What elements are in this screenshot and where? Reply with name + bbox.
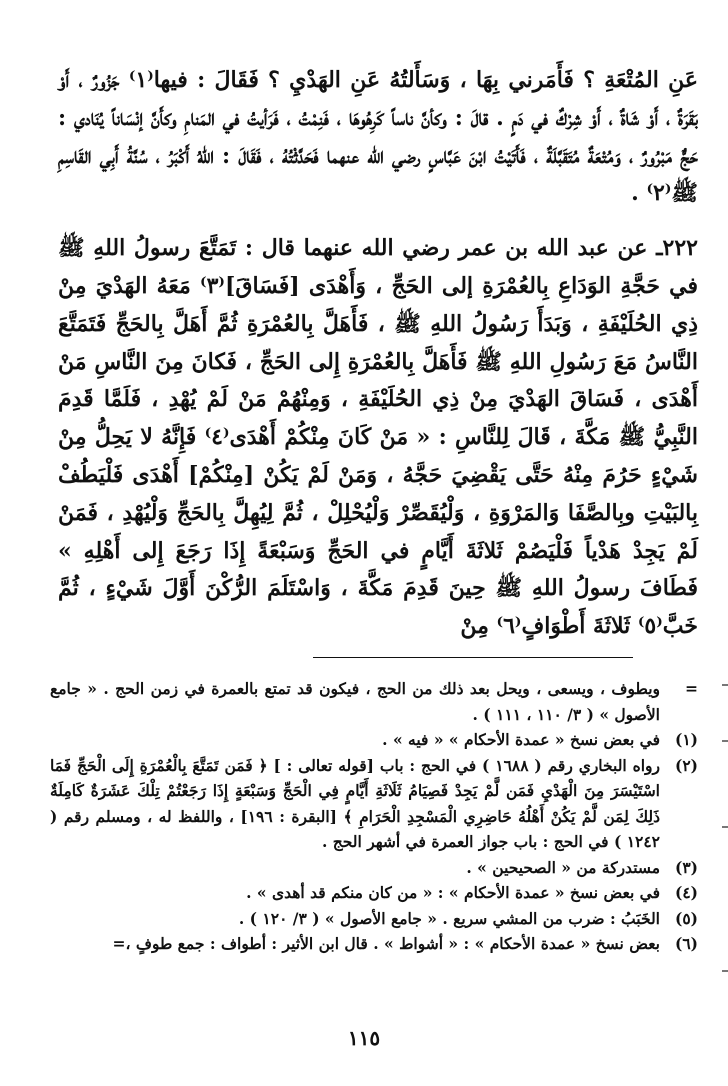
footnote-text: في بعض نسخ « عمدة الأحكام » « فيه » . xyxy=(382,730,660,749)
footnote-text: ويطوف ، ويسعى ، ويحل بعد ذلك من الحج ، فيكون قد تمتع بالعمرة في زمن الحج . « جامع الأصول » ( ٣/ ١١٠ ، ١١١ ) . xyxy=(50,679,660,724)
footnote-3 xyxy=(50,855,698,881)
footnote-number: (٥) xyxy=(674,908,698,928)
footnote-number: (٣) xyxy=(674,857,698,877)
margin-marks xyxy=(722,684,728,984)
footnote-continuation xyxy=(50,676,698,727)
footnote-text: رواه البخاري رقم ( ١٦٨٨ ) في الحج : باب [قوله تعالى : ] ﴿ فَمَن تَمَتَّعَ بِالْعُمْرَةِ إِلَى الْحَجِّ فَمَا اسْتَيْسَرَ مِنَ الْهَدْيِ فَمَن لَّمْ يَجِدْ فَصِيَامُ ثَلَاثَةِ أَيَّامٍ فِي الْحَجِّ وَسَبْعَةٍ إِذَا رَجَعْتُمْ تِلْكَ عَشَرَةٌ كَامِلَةٌ ذَلِكَ لِمَن لَّمْ يَكُنْ أَهْلُهُ حَاضِرِي الْمَسْجِدِ الْحَرَامِ ﴾ [البقرة : ١٩٦] ، واللفظ له ، ومسلم رقم ( ١٢٤٢ ) في الحج : باب جواز العمرة في أشهر الحج . xyxy=(50,755,661,851)
margin-mark xyxy=(722,970,728,972)
margin-mark xyxy=(722,740,728,742)
footnote-text: في بعض نسخ « عمدة الأحكام » : « من كان منكم قد أهدى » . xyxy=(246,883,660,902)
footnote-number: (٦) xyxy=(674,934,698,953)
margin-mark xyxy=(722,684,728,686)
footnote-text: مستدركة من « الصحيحين » . xyxy=(466,857,660,877)
footnote-number: (٤) xyxy=(674,883,698,902)
footnote-text: الخَبَبُ : ضرب من المشي سريع . « جامع الأصول » ( ٣/ ١٢٠ ) . xyxy=(238,908,660,928)
footnote-1 xyxy=(50,727,698,753)
footnotes xyxy=(50,676,698,957)
footnote-2 xyxy=(50,753,698,855)
paragraph-continuation: عَنِ المُتْعَةِ ؟ فَأَمَرني بِهَا ، وَسَأَلتُهُ عَنِ الهَدْيِ ؟ فَقَالَ : فيها⁽١⁾ جَزُورٌ ، أَوْ بَقَرَةٌ ، أَوْ شَاةٌ ، أَوْ شِرْكٌ في دَمٍ . قالَ : وكأنَّ ناساً كَرِهُوهَا ، فَنِمْتُ ، فَرَأيتُ في المَنامِ وكأَنَّ إنْسَاناً يُنَادي : حَجٌّ مَبْرُورٌ ، وَمُتْعَةٌ مُتَقَبَّلَةٌ ، فَأَتَيْتُ ابْنَ عَبَّاسٍ رضي الله عنهما فَحَدَّثْتُهُ ، فَقَالَ : اللهُ أَكْبَرُ ، سُنَّةُ أَبِي القَاسِمِ ﷺ⁽٢⁾ . xyxy=(58,67,699,207)
footnote-marker: = xyxy=(685,679,698,698)
footnote-6 xyxy=(50,931,698,957)
footnote-5 xyxy=(50,906,698,932)
page-number: ١١٥ xyxy=(347,1026,381,1050)
footnote-4 xyxy=(50,880,698,906)
margin-mark xyxy=(722,826,728,828)
footnote-number: (١) xyxy=(674,730,698,749)
footnote-number: (٢) xyxy=(674,755,698,775)
footnote-text: بعض نسخ « عمدة الأحكام » : « أشواط » . قال ابن الأثير : أطواف : جمع طوفٍ ،= xyxy=(112,934,660,953)
main-text xyxy=(58,62,698,646)
hadith-222: ٢٢٢ـ عن عبد الله بن عمر رضي الله عنهما قال : تَمَتَّعَ رسولُ اللهِ ﷺ في حَجَّةِ الوَدَاعِ بِالعُمْرَةِ إلى الحَجِّ ، وَأَهْدَى [فَسَاقَ]⁽٣⁾ مَعَهُ الهَدْيَ مِنْ ذِي الحُلَيْفَةِ ، وَبَدَأَ رَسُولُ اللهِ ﷺ ، فَأَهَلَّ بِالعُمْرَةِ ثُمَّ أَهَلَّ بِالحَجِّ فَتَمَتَّعَ النَّاسُ مَعَ رَسُولِ اللهِ ﷺ فَأَهَلَّ بِالعُمْرَةِ إِلى الحَجِّ ، فَكانَ مِنَ النَّاسِ مَنْ أَهْدَى ، فَسَاقَ الهَدْيَ مِنْ ذِي الحُلَيْفَةِ ، وَمِنْهُمْ مَنْ لَمْ يُهْدِ ، فَلَمَّا قَدِمَ النَّبِيُّ ﷺ مَكَّةَ ، قَالَ لِلنَّاسِ : « مَنْ كَانَ مِنْكُمْ أَهْدَى⁽٤⁾ فَإِنَّهُ لا يَحِلُّ مِنْ شَيْءٍ حَرُمَ مِنْهُ حَتَّى يَقْضِيَ حَجَّهُ ، وَمَنْ لَمْ يَكُنْ [مِنْكُمْ] أَهْدَى فَلْيَطُفْ بِالبَيْتِ وبِالصَّفَا وَالمَرْوَةِ ، وَلْيُقَصِّرْ وَلْيُحْلِلْ ، ثُمَّ لِيُهِلَّ بِالحَجِّ وَلْيُهْدِ ، فَمَنْ لَمْ يَجِدْ هَدْياً فَلْيَصُمْ ثَلاثَةَ أَيَّامٍ في الحَجِّ وَسَبْعَةً إِذَا رَجَعَ إِلى أَهْلِهِ » فَطَافَ رسولُ اللهِ ﷺ حِينَ قَدِمَ مَكَّةَ ، وَاسْتَلَمَ الرُّكْنَ أَوَّلَ شَيْءٍ ، ثُمَّ خَبَّ⁽٥⁾ ثَلاثَةَ أَطْوَافٍ⁽٦⁾ مِنْ xyxy=(58,235,698,640)
footnote-separator xyxy=(313,657,633,658)
